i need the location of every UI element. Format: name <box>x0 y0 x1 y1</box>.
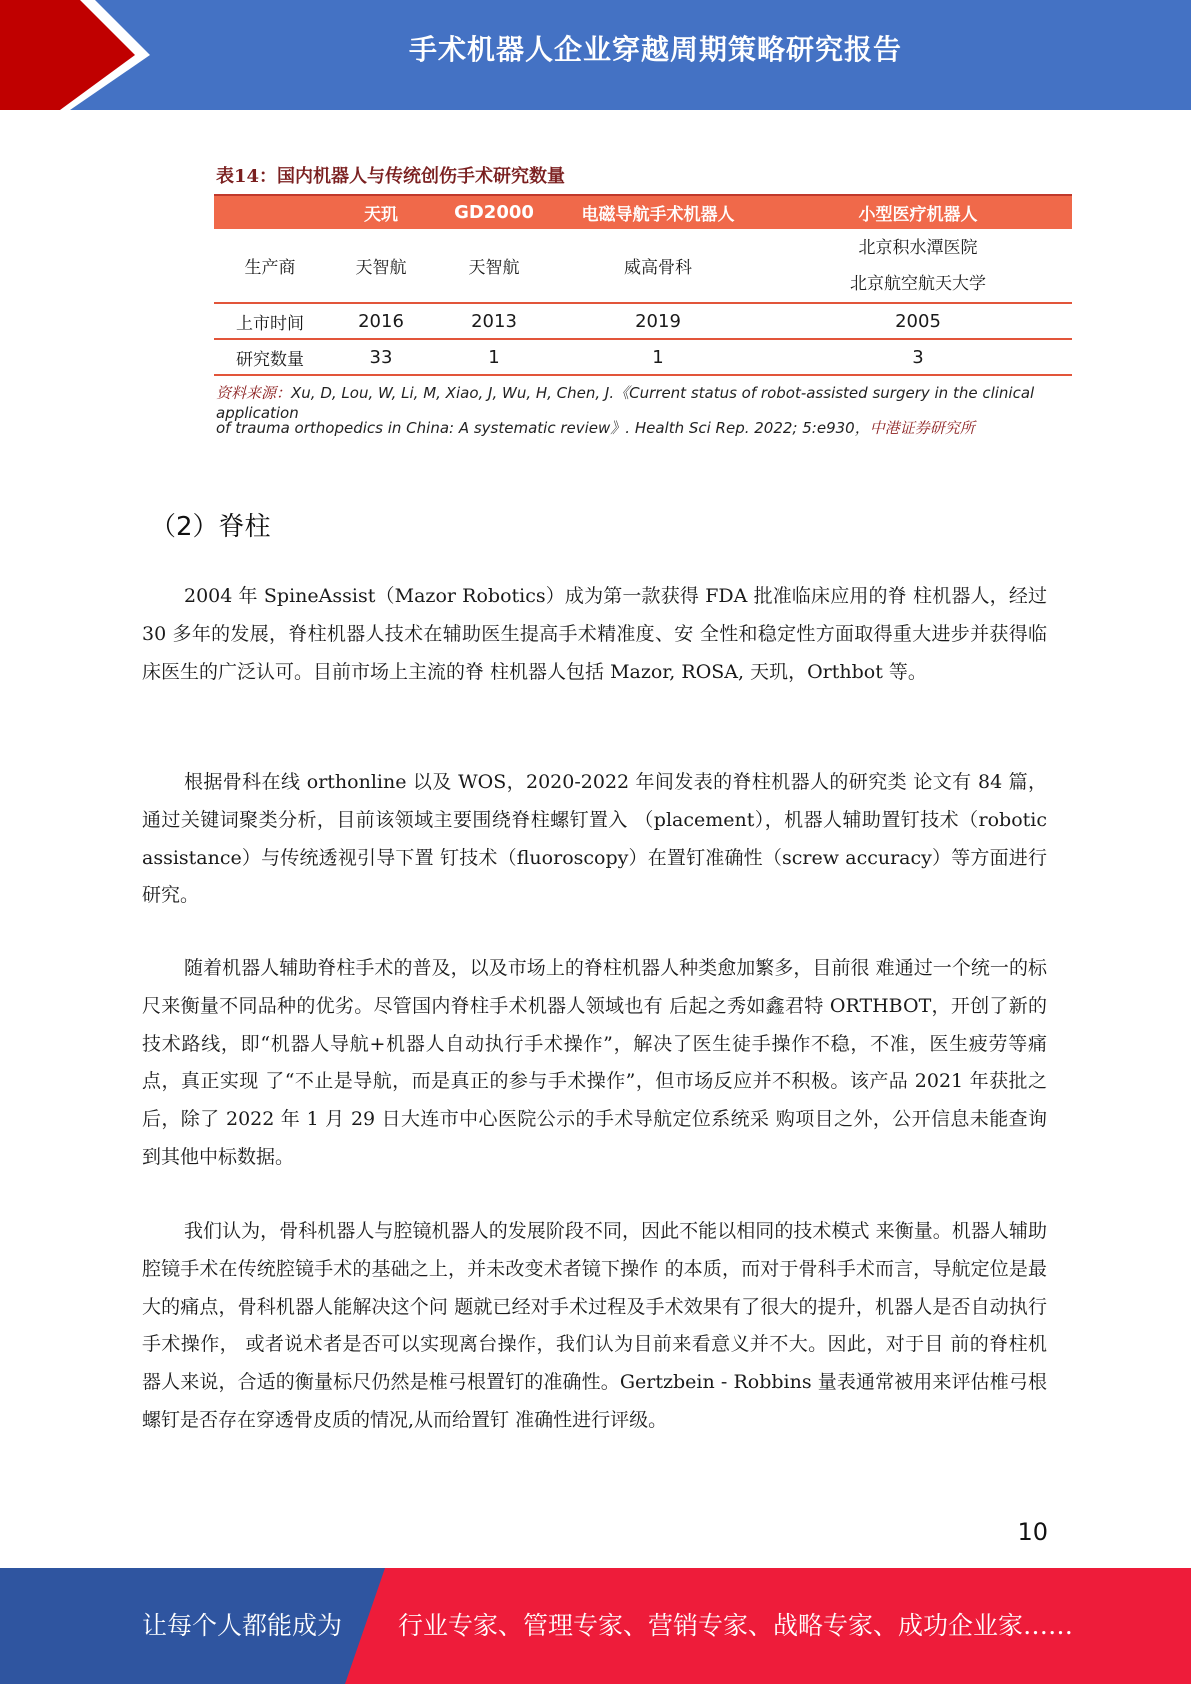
source-text: of trauma orthopedics in China: A systematic review》. Health Sci Rep. 2022; 5:e930， <box>216 419 870 437</box>
body-paragraph: 我们认为，骨科机器人与腔镜机器人的发展阶段不同，因此不能以相同的技术模式 来衡量。机器人辅助腔镜手术在传统腔镜手术的基础之上，并未改变术者镜下操作 的本质，而对于骨科手术而言，导航定位是最大的痛点，骨科机器人能解决这个问 题就已经对手术过程及手术效果有了很大的提升，机器人是否自动执行手术操作， 或者说术者是否可以实现离台操作，我们认为目前来看意义并不大。因此，对于目 前的脊柱机器人来说，合适的衡量标尺仍然是椎弓根置钉的准确性。Gertzbein - Robbins 量表通常被用来评估椎弓根螺钉是否存在穿透骨皮质的情况,从而给置钉 准确性进行评级。 <box>142 1220 1047 1431</box>
cell-line: 北京航空航天大学 <box>850 273 986 294</box>
table-header-cell: 电磁导航手术机器人 <box>552 195 764 229</box>
table-header-cell: 小型医疗机器人 <box>764 195 1072 229</box>
page-number: 10 <box>1017 1518 1048 1546</box>
row-label: 上市时间 <box>214 303 326 339</box>
table-cell: 天智航 <box>436 229 552 303</box>
table-cell: 33 <box>326 339 436 375</box>
body-paragraph: 根据骨科在线 orthonline 以及 WOS，2020-2022 年间发表的脊柱机器人的研究类 论文有 84 篇，通过关键词聚类分析，目前该领域主要围绕脊柱螺钉置入 （placement），机器人辅助置钉技术（robotic assistance）与传统透视引导下置 钉技术（fluoroscopy）在置钉准确性（screw accuracy）等方面进行研究。 <box>142 771 1047 907</box>
header-title: 手术机器人企业穿越周期策略研究报告 <box>408 33 902 66</box>
cell-line: 北京积水潭医院 <box>858 237 978 258</box>
table-cell: 2005 <box>764 303 1072 339</box>
table-cell: 天智航 <box>326 229 436 303</box>
research-count-table <box>214 194 1072 376</box>
table-header-cell: GD2000 <box>436 195 552 229</box>
table-cell: 2016 <box>326 303 436 339</box>
table-header-row <box>214 195 1072 229</box>
table-cell: 1 <box>552 339 764 375</box>
body-paragraph: 随着机器人辅助脊柱手术的普及，以及市场上的脊柱机器人种类愈加繁多，目前很 难通过一个统一的标尺来衡量不同品种的优劣。尽管国内脊柱手术机器人领域也有 后起之秀如鑫君特 ORTHBOT，开创了新的技术路线，即“机器人导航+机器人自动执行手术操作”，解决了医生徒手操作不稳，不准，医生疲劳等痛点，真正实现 了“不止是导航，而是真正的参与手术操作”，但市场反应并不积极。该产品 2021 年获批之后，除了 2022 年 1 月 29 日大连市中心医院公示的手术导航定位系统采 购项目之外，公开信息未能查询到其他中标数据。 <box>142 957 1047 1168</box>
footer-slogan-right: 行业专家、管理专家、营销专家、战略专家、成功企业家…… <box>398 1611 1074 1640</box>
table-row <box>214 229 1072 303</box>
row-label: 研究数量 <box>214 339 326 375</box>
footer-slogan-left: 让每个人都能成为 <box>142 1611 343 1640</box>
table-caption: 表14：国内机器人与传统创伤手术研究数量 <box>216 166 566 187</box>
table-cell: 2013 <box>436 303 552 339</box>
table-cell: 2019 <box>552 303 764 339</box>
source-org: 中港证券研究所 <box>869 419 975 437</box>
table-cell: 威高骨科 <box>552 229 764 303</box>
section-heading: （2）脊柱 <box>150 512 271 542</box>
table-row <box>214 339 1072 375</box>
body-paragraph: 2004 年 SpineAssist（Mazor Robotics）成为第一款获得 FDA 批准临床应用的脊 柱机器人，经过 30 多年的发展，脊柱机器人技术在辅助医生提高手术精准度、安 全性和稳定性方面取得重大进步并获得临床医生的广泛认可。目前市场上主流的脊 柱机器人包括 Mazor, ROSA, 天玑，Orthbot 等。 <box>142 585 1047 683</box>
row-label: 生产商 <box>214 229 326 303</box>
table-header-cell <box>214 195 326 229</box>
table-row <box>214 303 1072 339</box>
source-label: 资料来源： <box>216 384 292 402</box>
source-text: Xu, D, Lou, W, Li, M, Xiao, J, Wu, H, Chen, J.《Current status of robot-assisted surgery in the clinical application <box>216 384 1035 422</box>
table-cell: 3 <box>764 339 1072 375</box>
table-source-line-2 <box>216 418 1076 438</box>
table-cell: 1 <box>436 339 552 375</box>
table-header-cell: 天玑 <box>326 195 436 229</box>
table-cell <box>764 229 1072 303</box>
page-header <box>0 0 1191 110</box>
page-footer <box>0 1568 1191 1684</box>
table-source-line-1 <box>216 383 1076 423</box>
